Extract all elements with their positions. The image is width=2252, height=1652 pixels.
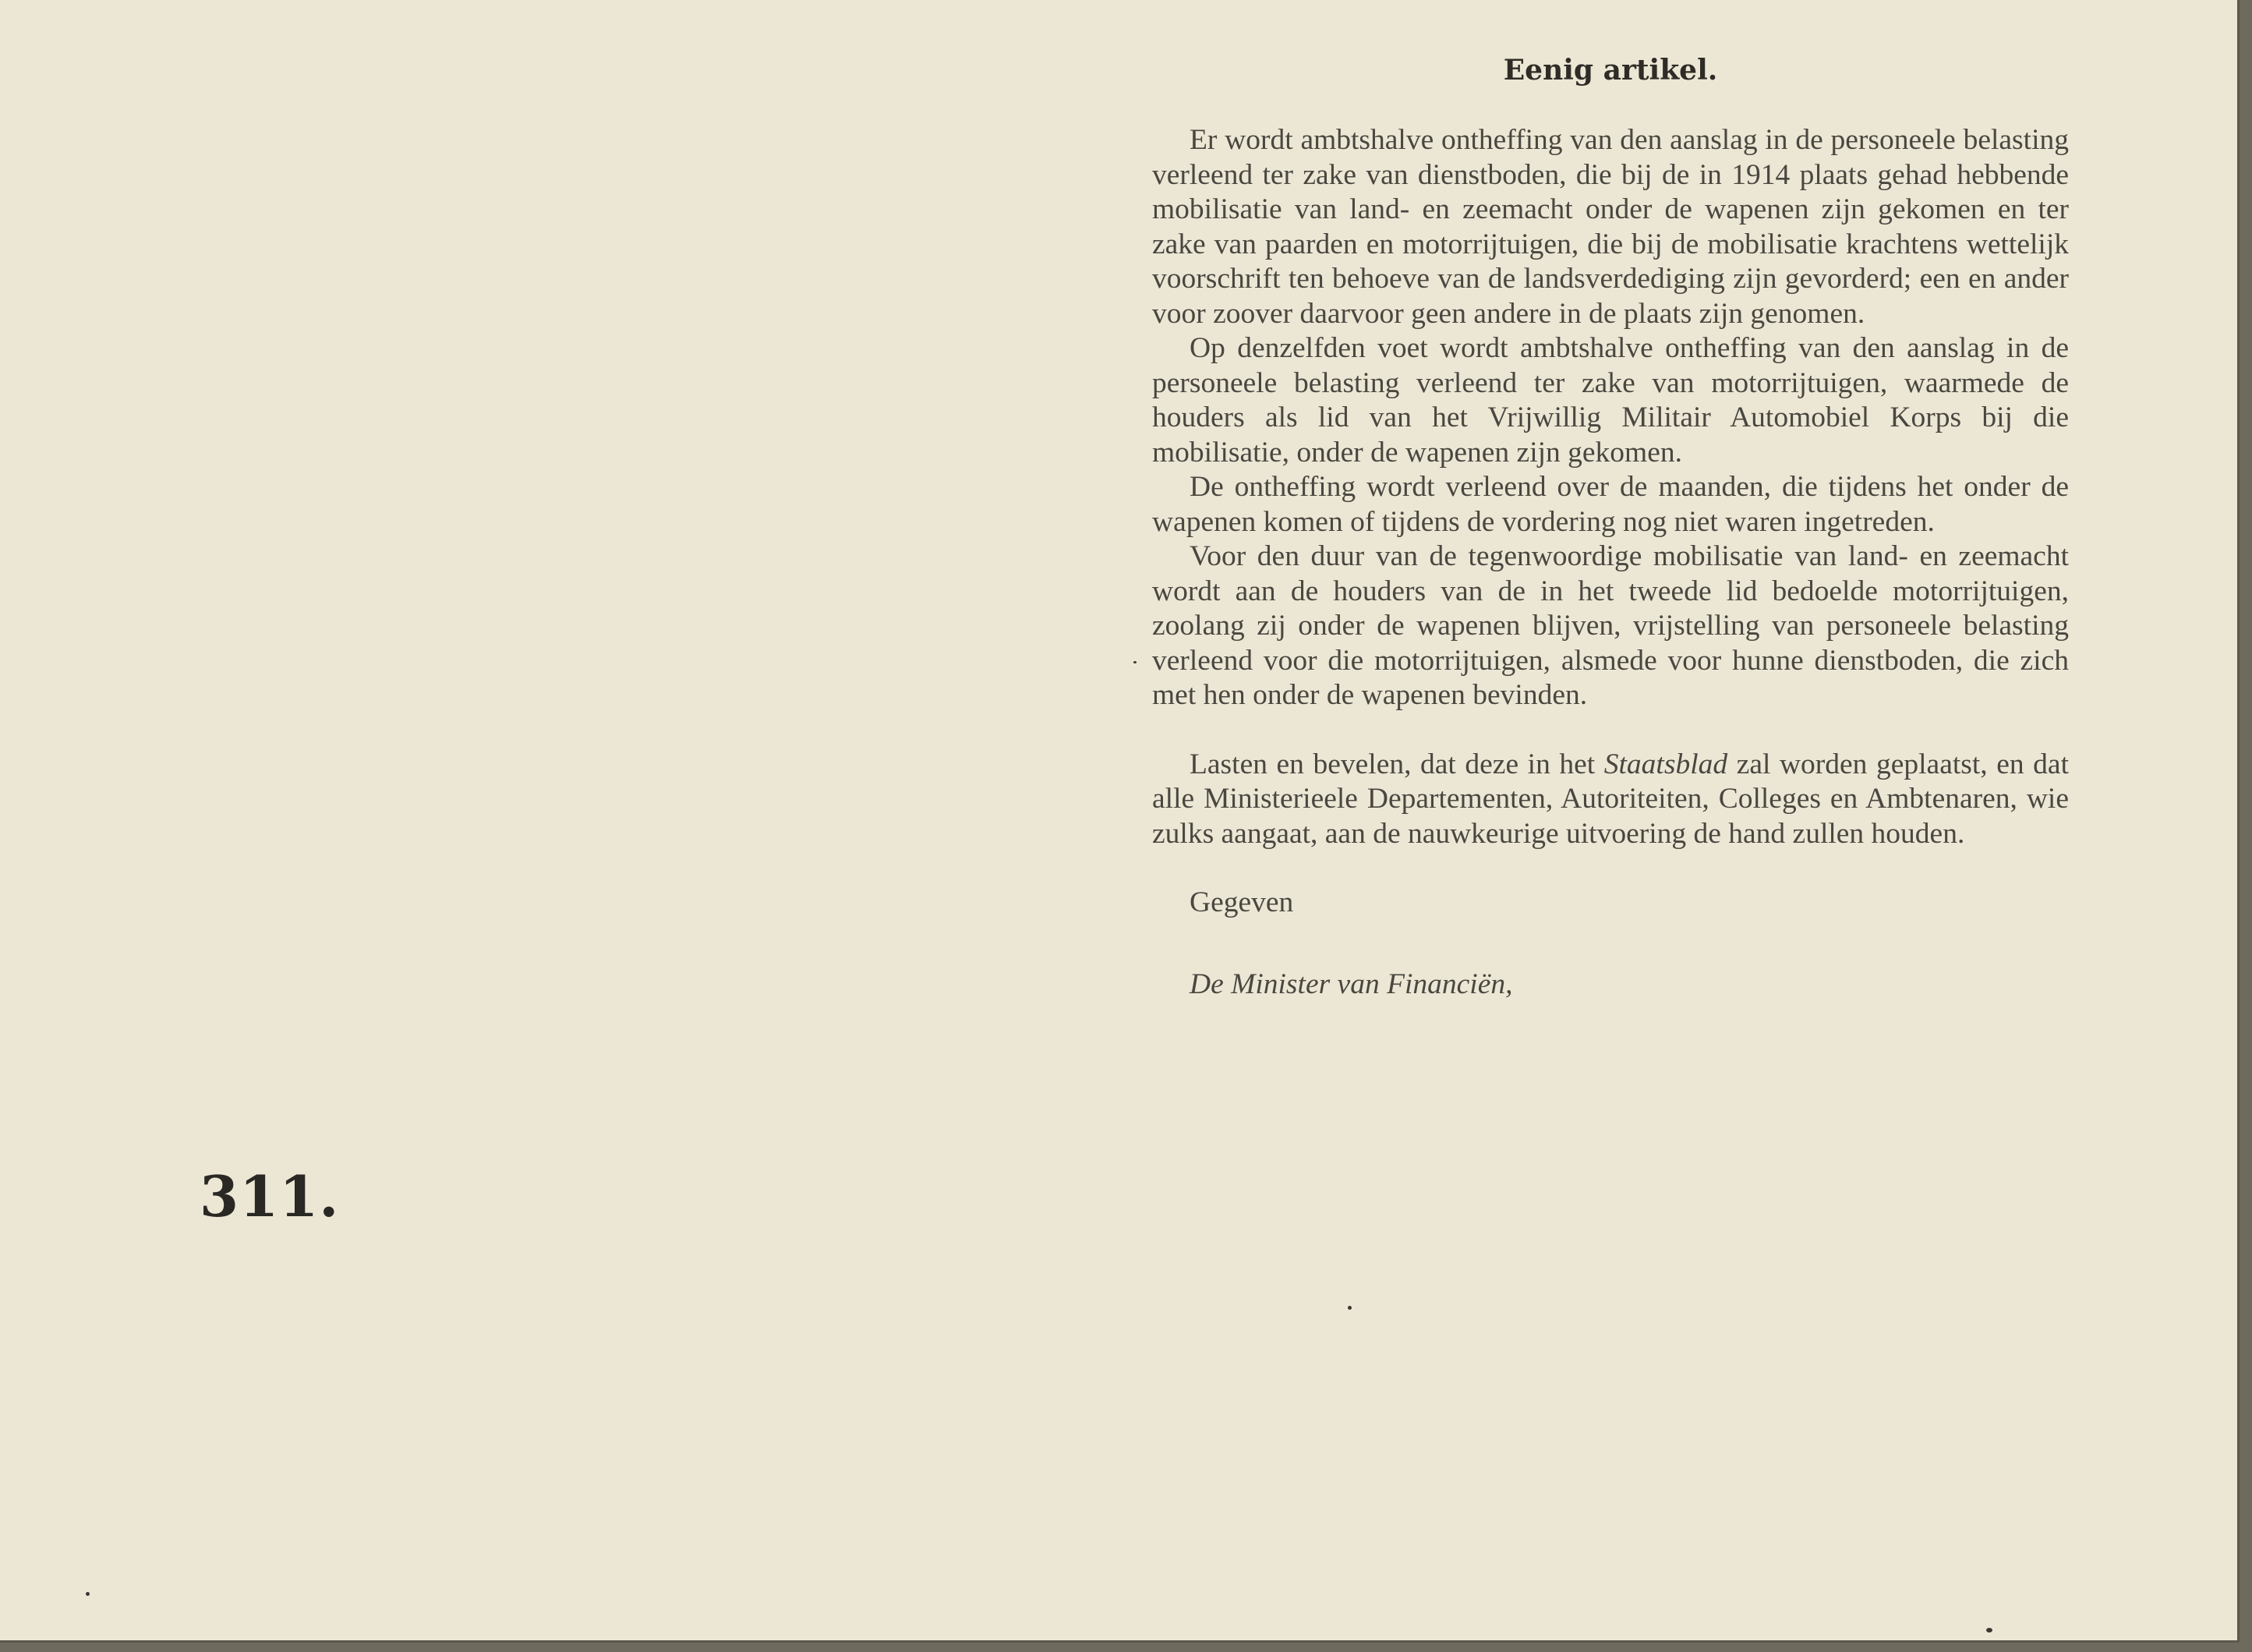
paper-speck	[1348, 1306, 1352, 1310]
article-text-column	[1152, 47, 2069, 1002]
paper-speck	[1133, 661, 1137, 663]
enactment-clause-start: Lasten en bevelen, dat deze in het	[1190, 748, 1604, 780]
page-number: 311.	[200, 1163, 340, 1229]
article-paragraph-2: Op denzelfden voet wordt ambtshalve ontheffing van den aanslag in de personeele belasting verleend ter zake van motorrijtuigen, waarmede de houders als lid van het Vrijwillig Militair Automobiel Korps bij die mobilisatie, onder de wapenen zijn gekomen.	[1152, 332, 2069, 469]
paper-speck	[1986, 1628, 1992, 1633]
article-heading: Eenig artikel.	[1503, 54, 1718, 87]
article-paragraph-1: Er wordt ambtshalve ontheffing van den aanslag in de personeele belasting verleend ter zake van dienstboden, die bij de in 1914 plaats gehad hebbende mobilisatie van land- en zeemacht onder de wapenen zijn gekomen en ter zake van paarden en motorrijtuigen, die bij de mobilisatie krachtens wettelijk voorschrift ten behoeve van de landsverdediging zijn gevorderd; een en ander voor zoover daarvoor geen andere in de plaats zijn genomen.	[1152, 124, 2069, 330]
article-paragraph-3: De ontheffing wordt verleend over de maanden, die tijdens het onder de wapenen komen of tijdens de vordering nog niet waren ingetreden.	[1152, 471, 2069, 538]
given-line: Gegeven	[1190, 886, 1294, 918]
staatsblad-reference: Staatsblad	[1603, 748, 1728, 780]
enactment-clause	[1152, 748, 2069, 852]
article-paragraph-4: Voor den duur van de tegenwoordige mobilisatie van land- en zeemacht wordt aan de houders van de in het tweede lid bedoelde motorrijtuigen, zoolang zij onder de wapenen blijven, vrijstelling van personeele belasting verleend voor die motorrijtuigen, alsmede voor hunne dienstboden, die zich met hen onder de wapenen bevinden.	[1152, 540, 2069, 711]
minister-signature-line: De Minister van Financiën,	[1190, 967, 1513, 1000]
paper-speck	[86, 1592, 90, 1596]
enactment-clause-end: zal worden geplaatst, en dat alle Ministerieele Departementen, Autoriteiten, Colleges en Ambtenaren, wie zulks aangaat, aan de nauwkeurige uitvoering de hand zullen houden.	[1152, 748, 2069, 850]
